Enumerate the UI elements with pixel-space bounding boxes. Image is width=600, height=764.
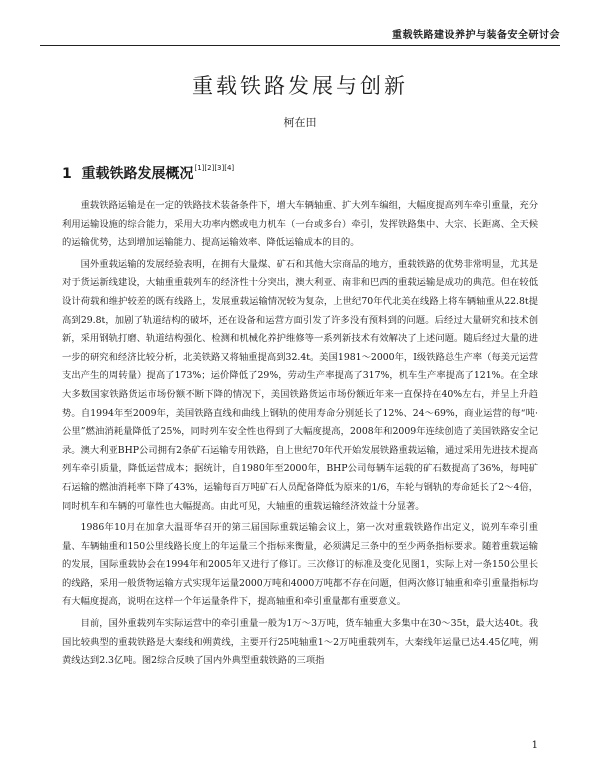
paragraph: 1986年10月在加拿大温哥华召开的第三届国际重载运输会议上，第一次对重载铁路作出定义，说列车牵引重量、车辆轴重和150公里线路长度上的年运量三个指标来衡量，必须满足三条中的至少两条指标要求。随着重载运输的发展，国际重载协会在1994年和2005年又进行了修订。三次修订的标准及变化见图1，实际上对一条150公里长的线路，采用一般货物运输方式实现年运量2000万吨和4000万吨都不存在问题，但两次修订轴重和牵引重量指标均有大幅度提高，说明在这样一个年运量条件下，提高轴重和牵引重量都有重要意义。 xyxy=(62,522,538,608)
paragraph: 国外重载运输的发展经验表明，在拥有大量煤、矿石和其他大宗商品的地方，重载铁路的优势非常明显，尤其是对于货运新线建设，大轴重重载列车的经济性十分突出，澳大利亚、南非和巴西的重载运输是成功的典范。但在较低设计荷载和维护较差的既有线路上，发展重载运输情况较为复杂，上世纪70年代北美在线路上将车辆轴重从22.8t提高到29.8t，加剧了轨道结构的破坏，还在设备和运营方面引发了许多没有预料到的问题。后经过大量研究和技术创新，采用钢轨打磨、轨道结构强化、检测和机械化养护维修等一系列新技术有效解决了上述问题。随后经过大量的进一步的研究和经济比较分析，北美铁路又将轴重提高到32.4t。美国1981～2000年，Ⅰ级铁路总生产率（每美元运营支出产生的周转量）提高了173%；运价降低了29%，劳动生产率提高了317%，机车生产率提高了121%。在全球大多数国家铁路货运市场份额不断下降的情况下，美国铁路货运市场份额近年来一直保持在40%左右，并呈上升趋势。自1994年至2009年，美国铁路直线和曲线上钢轨的使用寿命分别延长了12%、24～69%，商业运营的每“吨·公里”燃油消耗量降低了25%，同时列车安全性也得到了大幅度提高，2008年和2009年连续创造了美国铁路安全记录。澳大利亚BHP公司拥有2条矿石运输专用铁路，自上世纪70年代开始发展铁路重载运输，通过采用先进技术提高列车牵引质量，降低运营成本；据统计，自1980年至2000年，BHP公司每辆车运载的矿石数提高了36%，每吨矿石运输的燃油消耗率下降了43%，运输每百万吨矿石人员配备降低为原来的1/6，车轮与钢轨的寿命延长了2～4倍，同时机车和车辆的可靠性也大幅提高。由此可见，大轴重的重载运输经济效益十分显著。 xyxy=(62,258,538,512)
page-number: 1 xyxy=(531,740,538,751)
running-header: 重载铁路建设养护与装备安全研讨会 xyxy=(40,26,560,46)
paper-title: 重载铁路发展与创新 xyxy=(192,74,408,98)
author-name: 柯在田 xyxy=(283,116,317,129)
body-text xyxy=(62,197,538,674)
paragraph: 重载铁路运输是在一定的铁路技术装备条件下，增大车辆轴重、扩大列车编组，大幅度提高列车牵引重量，充分利用运输设施的综合能力，采用大功率内燃或电力机车（一台或多台）牵引，发挥铁路集中、大宗、长距离、全天候的运输优势，达到增加运输能力、提高运输效率、降低运输成本的目的。 xyxy=(62,200,538,249)
section-title: 重载铁路发展概况 xyxy=(81,166,194,182)
section-number: 1 xyxy=(62,166,72,182)
paragraph: 目前，国外重载列车实际运营中的牵引重量一般为1万～3万吨，货车轴重大多集中在30～35t，最大达40t。我国比较典型的重载铁路是大秦线和朔黄线，主要开行25吨轴重1～2万吨重载列车，大秦线年运量已达4.45亿吨，朔黄线达到2.3亿吨。图2综合反映了国内外典型重载铁路的三项指 xyxy=(62,618,538,667)
section-references: [1][2][3][4] xyxy=(194,164,235,172)
section-heading xyxy=(62,163,234,183)
